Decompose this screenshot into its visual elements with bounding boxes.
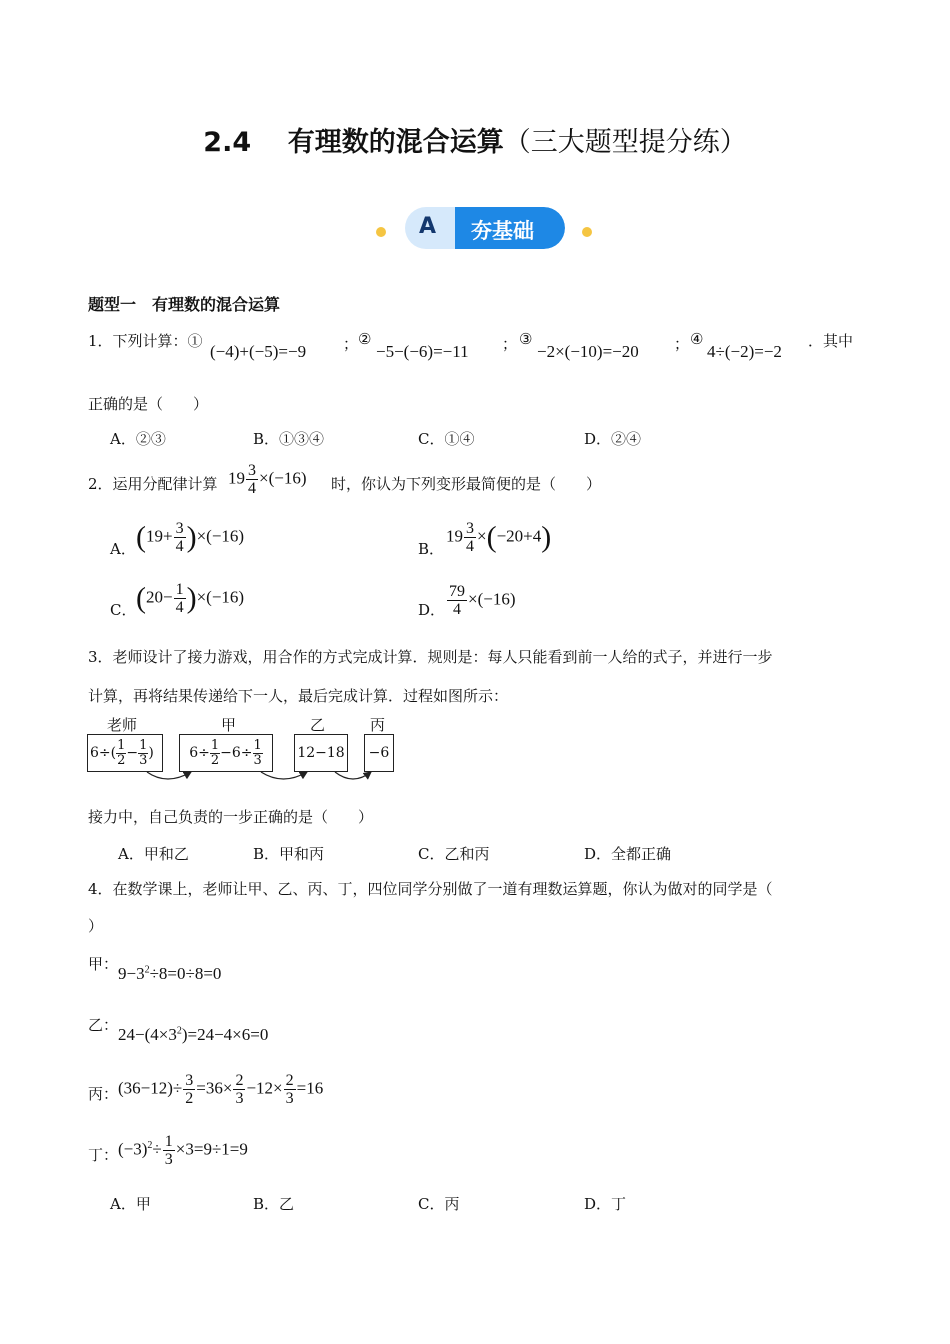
q4-line2: ） [88,917,104,935]
banner-letter: A [419,214,437,239]
box-jia: 6÷ 1 2 −6÷ 1 3 [179,734,273,772]
label-yi: 乙 [310,716,326,734]
q1-sep-1: ； [343,335,359,353]
q1-expr-1: (−4)+(−5)=−9 [210,342,307,361]
page-title [0,120,950,159]
q4-yi-expr: $24-(4\times 3^2)=24-4\times 6=0$ [118,1025,269,1044]
q2-option-c-expr: (20− $\frac{1}{4}$ )×(−16) [136,581,245,616]
q1-circle-1: ① [187,332,203,350]
box-teacher: 6÷( 1 2 − 1 3 ) [87,734,163,772]
q1-option-d[interactable]: D．②④ [584,430,642,448]
box-bing: −6 [364,734,394,772]
q3-option-c[interactable]: C．乙和丙 [418,845,490,863]
q1-expr-2: −5−(−6)=−11 [376,342,469,361]
title-main: 有理数的混合运算 [287,127,504,158]
q1-circle-2: ② [358,330,372,348]
q1-line2: 正确的是（ ） [88,395,209,413]
q3-option-d[interactable]: D．全都正确 [584,845,672,863]
q1-option-c[interactable]: C．①④ [418,430,475,448]
section-number: 2.4 [203,127,252,158]
q4-jia-label: 甲： [88,955,119,973]
q1-option-a[interactable]: A．②③ [110,430,166,448]
q3-line2: 计算，再将结果传递给下一人，最后完成计算．过程如图所示： [88,687,509,705]
q2-option-d[interactable]: D． [418,601,446,619]
q4-ding-expr: $(-3)^2\div$ $\frac{1}{3}$ ×3=9÷1=9 [118,1133,248,1168]
q4-option-c[interactable]: C．丙 [418,1195,460,1213]
q2-stem-b: 时，你认为下列变形最简便的是（ ） [331,475,602,493]
q4-option-d[interactable]: D．丁 [584,1195,627,1213]
q1-expr-3: −2×(−10)=−20 [537,342,639,361]
q4-line1: 4．在数学课上，老师让甲、乙、丙、丁，四位同学分别做了一道有理数运算题，你认为做对的同学是（ [88,880,773,898]
label-bing: 丙 [370,716,386,734]
q4-jia-expr: $9-3^2\div 8=0\div 8=0$ [118,964,222,983]
q3-line3: 接力中，自己负责的一步正确的是（ ） [88,808,374,826]
q1-stem-text: 1．下列计算： [88,332,188,350]
q3-line1: 3．老师设计了接力游戏，用合作的方式完成计算．规则是：每人只能看到前一人给的式子，并进行一步 [88,648,773,666]
q2-option-d-expr: $\frac{79}{4}$ ×(−16) [449,583,516,618]
q2-option-b-expr: 19 $\frac{3}{4}$ ×(−20+4) [446,520,552,555]
q4-bing-expr: (36−12)÷ $\frac{3}{2}$ =36× $\frac{2}{3}$ −12× $\frac{2}{3}$ =16 [118,1072,324,1107]
q3-option-b[interactable]: B．甲和丙 [253,845,325,863]
q2-option-c[interactable]: C． [110,601,137,619]
q2-option-a-expr: (19+ $\frac{3}{4}$ )×(−16) [136,520,245,555]
label-teacher: 老师 [107,716,138,734]
q1-tail: ．其中 [808,332,854,350]
q2-option-b[interactable]: B． [418,540,445,558]
section-title: 题型一 有理数的混合运算 [88,295,281,314]
q2-option-a[interactable]: A． [110,540,136,558]
q1-expr-4: 4÷(−2)=−2 [707,342,782,361]
q2-stem-a: 2．运用分配律计算 [88,475,218,493]
q1-sep-3: ； [674,335,690,353]
q4-ding-label: 丁： [88,1146,119,1164]
q2-expr: 19 $\frac{3}{4}$ ×(−16) [228,462,307,497]
q4-option-a[interactable]: A．甲 [110,1195,151,1213]
q1-circle-4: ④ [690,330,704,348]
q2-stem [88,473,218,494]
q1-option-b[interactable]: B．①③④ [253,430,325,448]
q4-yi-label: 乙： [88,1016,119,1034]
q4-option-b[interactable]: B．乙 [253,1195,295,1213]
q4-bing-label: 丙： [88,1085,119,1103]
title-sub: （三大题型提分练） [503,127,747,158]
label-jia: 甲 [221,716,237,734]
relay-diagram [85,712,405,787]
q1-stem [88,330,203,351]
banner-label: 夯基础 [471,219,534,243]
box-yi: 12−18 [294,734,348,772]
q3-option-a[interactable]: A．甲和乙 [118,845,189,863]
q1-circle-3: ③ [519,330,533,348]
dot-left-icon [376,227,386,237]
q1-sep-2: ； [502,335,518,353]
banner [290,205,680,251]
